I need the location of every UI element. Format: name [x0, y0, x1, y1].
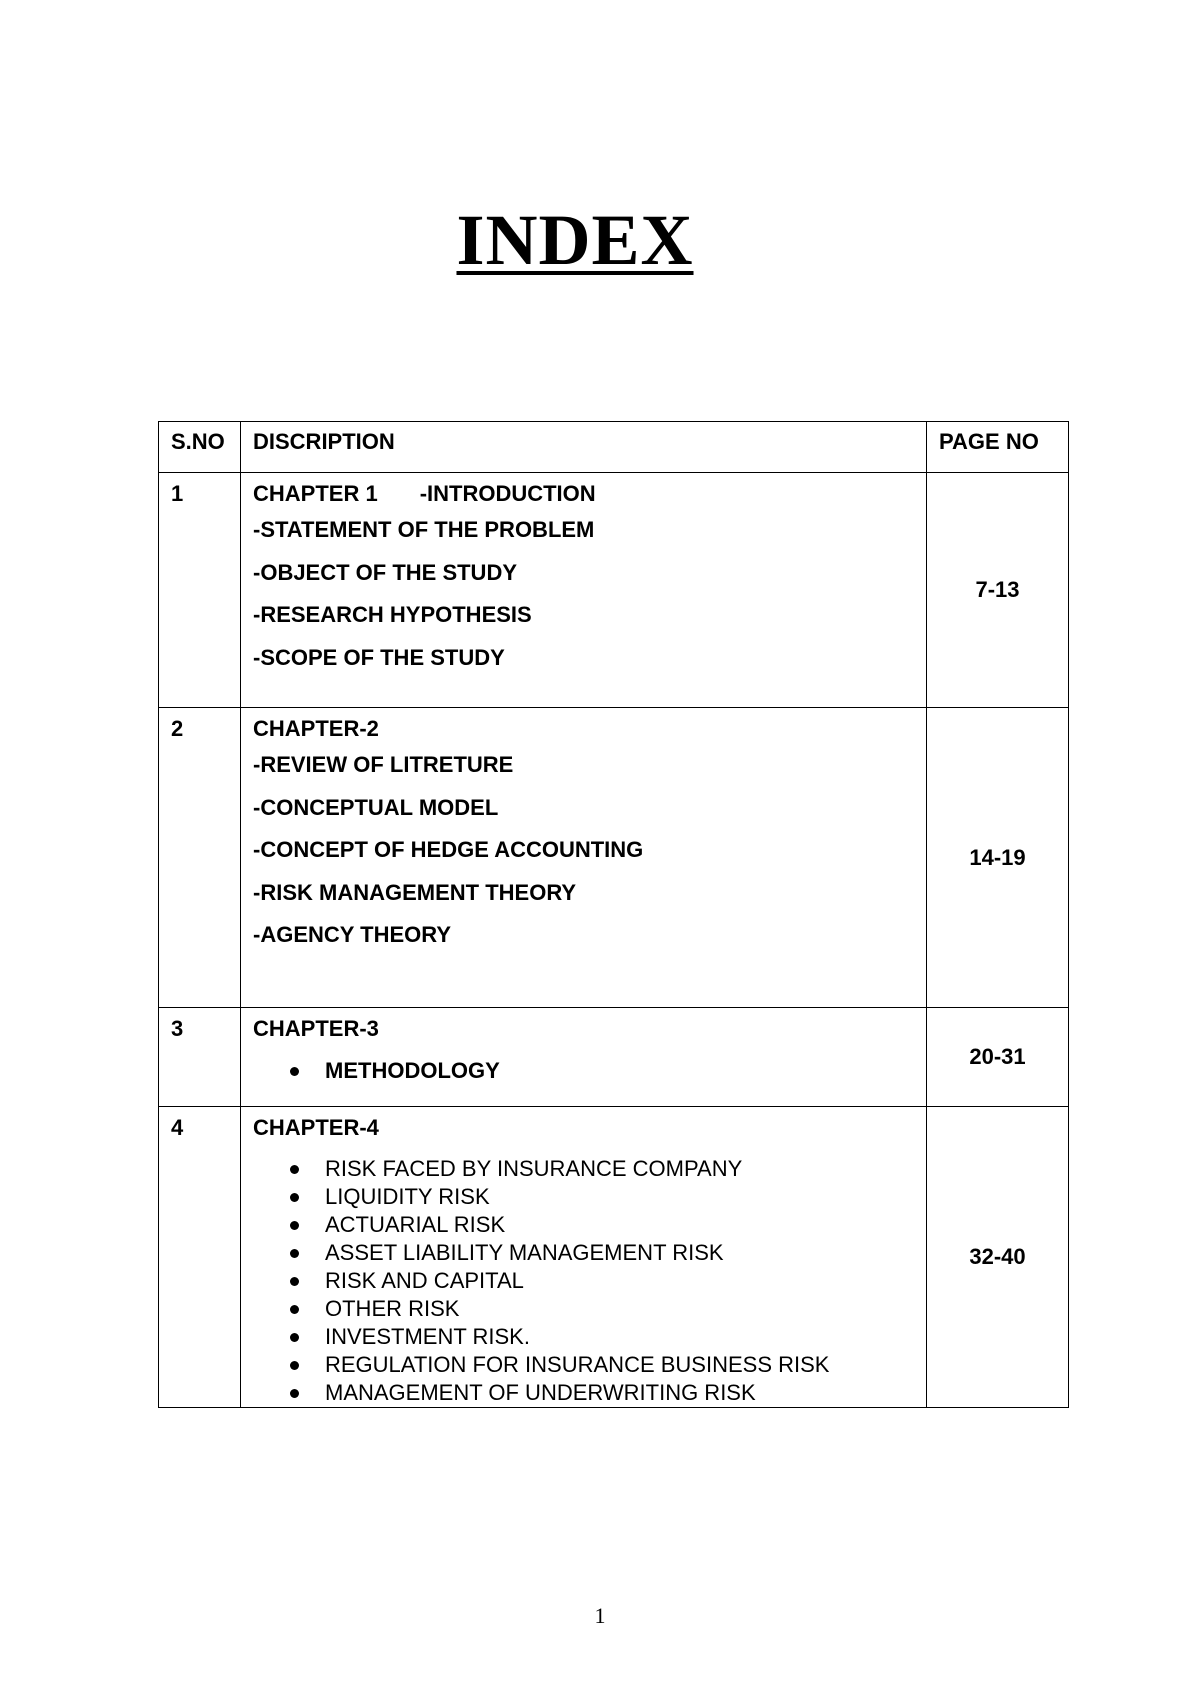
bullet-icon	[290, 1333, 299, 1342]
list-item-text: OTHER RISK	[325, 1296, 460, 1321]
row-description	[241, 708, 927, 1008]
bullet-icon	[290, 1277, 299, 1286]
bullet-icon	[290, 1165, 299, 1174]
chapter-label: CHAPTER 1	[253, 481, 378, 506]
header-sno: S.NO	[171, 429, 225, 454]
table-row	[159, 1008, 1069, 1107]
chapter-subtitle: -INTRODUCTION	[419, 481, 596, 506]
list-item-text: MANAGEMENT OF UNDERWRITING RISK	[325, 1380, 756, 1405]
table-header-row	[159, 422, 1069, 473]
bullet-icon	[290, 1221, 299, 1230]
row-description	[241, 1107, 927, 1408]
list-item	[253, 1295, 926, 1323]
topic-line: -REVIEW OF LITRETURE	[253, 752, 514, 777]
list-item-text: REGULATION FOR INSURANCE BUSINESS RISK	[325, 1352, 830, 1377]
chapter-title: CHAPTER-4	[253, 1115, 379, 1140]
topic-line: -OBJECT OF THE STUDY	[253, 559, 518, 585]
list-item-text: METHODOLOGY	[325, 1058, 500, 1083]
topic-line: -RISK MANAGEMENT THEORY	[253, 879, 577, 905]
header-description: DISCRIPTION	[253, 429, 395, 454]
header-page-cell	[927, 422, 1069, 473]
list-item	[253, 1155, 926, 1183]
bullet-icon	[290, 1305, 299, 1314]
chapter-title: CHAPTER-3	[253, 1016, 379, 1041]
topic-line: -CONCEPT OF HEDGE ACCOUNTING	[253, 837, 644, 862]
list-item	[253, 1211, 926, 1239]
header-sno-cell	[159, 422, 241, 473]
topic-list	[253, 1056, 926, 1086]
topic-line: -STATEMENT OF THE PROBLEM	[253, 517, 595, 542]
list-item	[253, 1351, 926, 1379]
topic-line: -AGENCY THEORY	[253, 922, 452, 947]
index-table	[158, 421, 1069, 1408]
list-item-text: RISK FACED BY INSURANCE COMPANY	[325, 1156, 743, 1181]
topic-line: -RESEARCH HYPOTHESIS	[253, 602, 532, 627]
list-item	[253, 1379, 926, 1407]
list-item-text: LIQUIDITY RISK	[325, 1184, 490, 1209]
row-serial-number: 1	[159, 473, 241, 708]
bullet-icon	[290, 1389, 299, 1398]
bullet-icon	[290, 1361, 299, 1370]
row-page-range: 14-19	[927, 708, 1069, 1008]
row-serial-number: 2	[159, 708, 241, 1008]
list-item-text: INVESTMENT RISK.	[325, 1324, 530, 1349]
list-item	[253, 1267, 926, 1295]
row-page-range: 32-40	[927, 1107, 1069, 1408]
chapter-title	[253, 479, 926, 509]
chapter-title: CHAPTER-2	[253, 716, 379, 741]
row-page-range: 7-13	[927, 473, 1069, 708]
row-description	[241, 473, 927, 708]
row-serial-number: 3	[159, 1008, 241, 1107]
list-item	[253, 1323, 926, 1351]
table-row	[159, 473, 1069, 708]
topic-list	[253, 1155, 926, 1407]
list-item-text: ACTUARIAL RISK	[325, 1212, 506, 1237]
header-page-no: PAGE NO	[939, 429, 1039, 454]
table-row	[159, 708, 1069, 1008]
row-page-range: 20-31	[927, 1008, 1069, 1107]
list-item-text: ASSET LIABILITY MANAGEMENT RISK	[325, 1240, 724, 1265]
header-description-cell	[241, 422, 927, 473]
row-serial-number: 4	[159, 1107, 241, 1408]
list-item	[253, 1239, 926, 1267]
list-item	[253, 1056, 926, 1086]
bullet-icon	[290, 1067, 299, 1076]
bullet-icon	[290, 1193, 299, 1202]
list-item	[253, 1183, 926, 1211]
bullet-icon	[290, 1249, 299, 1258]
topic-line: -CONCEPTUAL MODEL	[253, 794, 499, 820]
page-title: INDEX	[456, 200, 694, 280]
topic-line: -SCOPE OF THE STUDY	[253, 644, 505, 670]
row-description	[241, 1008, 927, 1107]
page-number: 1	[594, 1603, 606, 1628]
list-item-text: RISK AND CAPITAL	[325, 1268, 524, 1293]
table-row	[159, 1107, 1069, 1408]
